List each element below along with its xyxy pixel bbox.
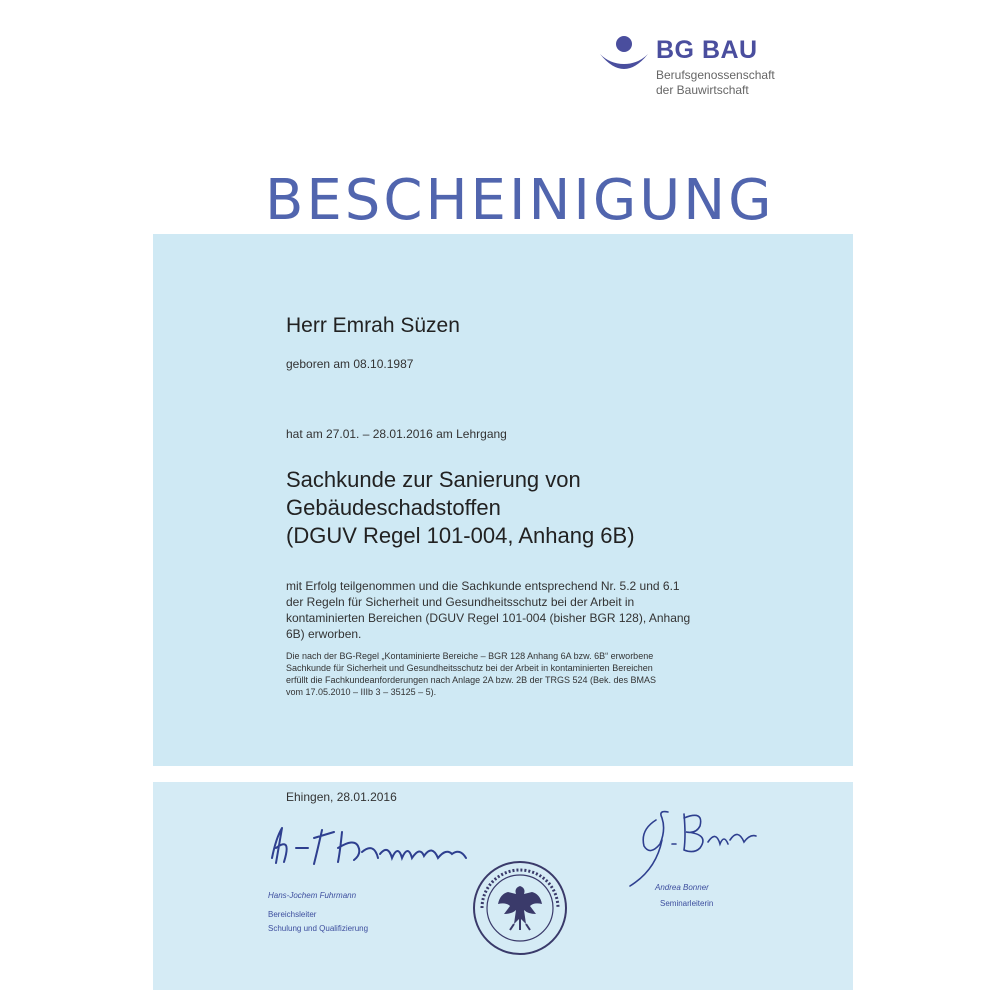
recipient-birthdate: geboren am 08.10.1987 <box>286 357 414 371</box>
legal-note-paragraph <box>286 650 806 698</box>
signatory-2-role: Seminarleiterin <box>660 899 714 908</box>
signatory-2-name: Andrea Bonner <box>655 883 709 892</box>
recipient-name: Herr Emrah Süzen <box>286 314 460 337</box>
signature-bonner-image <box>620 800 780 890</box>
paragraph-line: mit Erfolg teilgenommen und die Sachkunde entsprechend Nr. 5.2 und 6.1 <box>286 579 680 593</box>
bg-bau-logo-icon <box>598 34 650 84</box>
paragraph-line: der Regeln für Sicherheit und Gesundheitsschutz bei der Arbeit in <box>286 595 635 609</box>
course-title-line: Sachkunde zur Sanierung von <box>286 467 581 492</box>
page-title: BESCHEINIGUNG <box>265 168 775 233</box>
signature-fuhrmann-image <box>262 818 482 878</box>
course-title-line: (DGUV Regel 101-004, Anhang 6B) <box>286 523 635 548</box>
signatory-1-department: Schulung und Qualifizierung <box>268 924 369 933</box>
panel-divider <box>153 766 853 782</box>
course-title <box>286 466 635 550</box>
paragraph-line: Sachkunde für Sicherheit und Gesundheitsschutz bei der Arbeit in kontaminierten Bereichen <box>286 663 653 673</box>
signatory-1-role: Bereichsleiter <box>268 910 317 919</box>
paragraph-line: Die nach der BG-Regel „Kontaminierte Bereiche – BGR 128 Anhang 6A bzw. 6B“ erworbene <box>286 651 654 661</box>
place-and-date: Ehingen, 28.01.2016 <box>286 790 397 804</box>
bg-bau-logo <box>598 34 828 104</box>
logo-subtitle-2: der Bauwirtschaft <box>656 83 749 97</box>
paragraph-line: kontaminierten Bereichen (DGUV Regel 101-004 (bisher BGR 128), Anhang <box>286 611 691 625</box>
official-seal-image <box>470 858 570 958</box>
paragraph-line: erfüllt die Fachkundeanforderungen nach Anlage 2A bzw. 2B der TRGS 524 (Bek. des BMAS <box>286 675 657 685</box>
course-title-line: Gebäudeschadstoffen <box>286 495 501 520</box>
logo-name: BG BAU <box>656 36 758 64</box>
logo-subtitle-1: Berufsgenossenschaft <box>656 68 775 82</box>
course-date: hat am 27.01. – 28.01.2016 am Lehrgang <box>286 427 507 441</box>
paragraph-line: vom 17.05.2010 – IIIb 3 – 35125 – 5). <box>286 687 437 697</box>
completion-paragraph <box>286 578 806 642</box>
paragraph-line: 6B) erworben. <box>286 627 362 641</box>
signatory-1-name: Hans-Jochem Fuhrmann <box>268 891 357 900</box>
